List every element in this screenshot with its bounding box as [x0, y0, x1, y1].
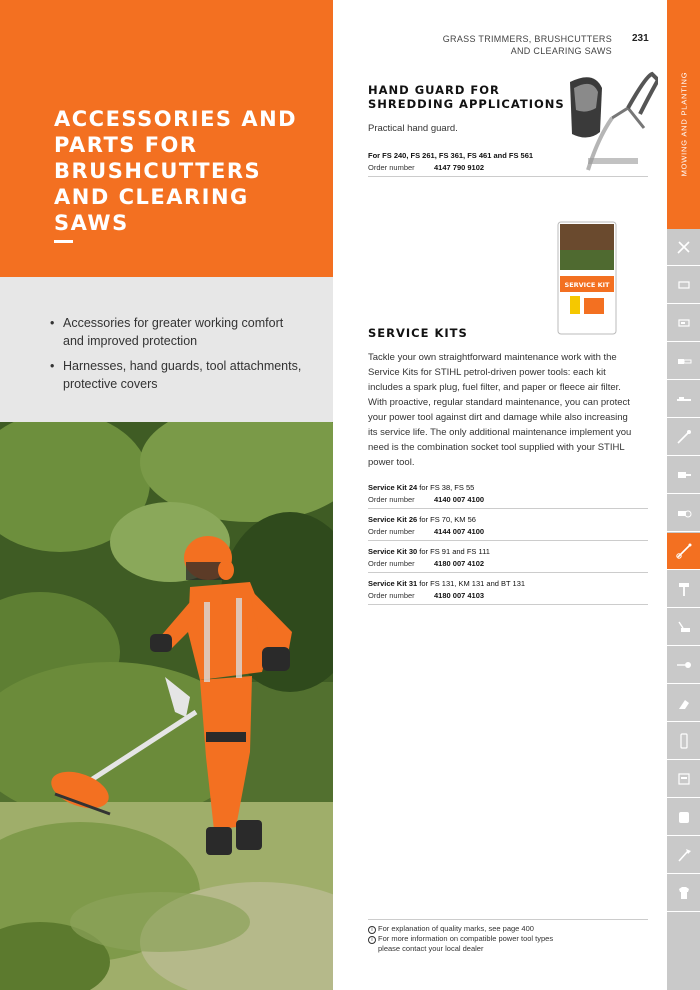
- kit-name: Service Kit 30: [368, 547, 418, 556]
- description-line: Tackle your own straightforward maintenance work with the: [368, 352, 617, 363]
- hedge-trimmer-icon[interactable]: [667, 381, 700, 418]
- category-tabs: [667, 0, 700, 990]
- order-label: Order number: [368, 559, 415, 568]
- bullet-item: • Harnesses, hand guards, tool attachments, protective covers: [50, 357, 303, 393]
- footnote-text: please contact your local dealer: [378, 944, 484, 953]
- tab-category-label: MOWING AND PLANTING: [679, 71, 688, 177]
- order-number: 4180 007 4102: [434, 559, 485, 568]
- hand-guard-models: For FS 240, FS 261, FS 361, FS 461 and FS 561: [368, 151, 534, 160]
- auger-icon[interactable]: [667, 571, 700, 608]
- phone-icon[interactable]: [667, 723, 700, 760]
- kit-name: Service Kit 26: [368, 515, 418, 524]
- order-row: [368, 558, 648, 569]
- brushcutter-worker-photo: [0, 422, 333, 990]
- page-title: ACCESSORIES AND PARTS FOR BRUSHCUTTERS AND CLEARING SAWS: [54, 107, 298, 235]
- hand-guard-title: [368, 83, 565, 111]
- order-label: Order number: [368, 527, 415, 536]
- hero-banner: [0, 0, 333, 277]
- footnote-text: For more information on compatible power tool types: [378, 934, 554, 943]
- description-line: your power tool against dirt and damage while also increasing: [368, 412, 628, 423]
- tools-icon[interactable]: [667, 229, 700, 266]
- service-kit-box-label: SERVICE KIT: [564, 281, 610, 289]
- cut-off-saw-icon[interactable]: [667, 495, 700, 532]
- workwear-icon[interactable]: [667, 875, 700, 912]
- service-kit-item: [368, 514, 648, 541]
- brushcutter-icon[interactable]: [667, 533, 700, 570]
- title-underline: [54, 240, 73, 243]
- description-line: Service Kits for STIHL petrol-driven power tools: each kit: [368, 367, 606, 378]
- kit-compat: for FS 131, KM 131 and BT 131: [417, 579, 526, 588]
- chainsaw-icon[interactable]: [667, 343, 700, 380]
- kit-name: Service Kit 31: [368, 579, 418, 588]
- hand-guard-title-line: SHREDDING APPLICATIONS: [368, 97, 565, 111]
- page-number: 231: [632, 33, 649, 44]
- section-heading-line: AND CLEARING SAWS: [510, 46, 612, 56]
- service-kit-image: [556, 220, 618, 336]
- service-kit-name: [368, 578, 648, 590]
- description-line: its service life. The only additional maintenance implement you: [368, 427, 632, 438]
- battery-pack-icon[interactable]: [667, 305, 700, 342]
- info-circle-icon: i: [368, 926, 376, 934]
- order-row: [368, 590, 648, 601]
- kit-compat: for FS 70, KM 56: [417, 515, 476, 524]
- hand-guard-image: [548, 68, 658, 172]
- lawn-mower-icon[interactable]: [667, 609, 700, 646]
- backpack-icon[interactable]: [667, 799, 700, 836]
- description-line: need is the combination socket tool supplied with your STIHL: [368, 442, 625, 453]
- service-kit-name: [368, 514, 648, 526]
- order-label: Order number: [368, 163, 415, 172]
- kit-compat: for FS 38, FS 55: [417, 483, 475, 492]
- kit-name: Service Kit 24: [368, 483, 418, 492]
- footnote: [368, 934, 648, 944]
- tab-mowing-and-planting[interactable]: [667, 0, 700, 229]
- order-label: Order number: [368, 591, 415, 600]
- bullet-panel: [0, 277, 333, 422]
- section-heading: [443, 33, 612, 57]
- service-kits-title: SERVICE KITS: [368, 326, 468, 340]
- axe-icon[interactable]: [667, 837, 700, 874]
- description-line: With proactive, regular standard maintenance, you can protect: [368, 397, 630, 408]
- footnotes: [368, 919, 648, 954]
- description-line: power tool.: [368, 457, 415, 468]
- description-line: includes a spark plug, fuel filter, and paper or fleece air filter.: [368, 382, 621, 393]
- order-row: [368, 526, 648, 537]
- order-number: 4144 007 4100: [434, 527, 485, 536]
- sprayer-icon[interactable]: [667, 761, 700, 798]
- section-heading-line: GRASS TRIMMERS, BRUSHCUTTERS: [442, 34, 612, 44]
- service-kit-name: [368, 546, 648, 558]
- order-number: 4180 007 4103: [434, 591, 485, 600]
- service-kit-name: [368, 482, 648, 494]
- hand-guard-description: Practical hand guard.: [368, 123, 458, 134]
- info-circle-icon: i: [368, 936, 376, 944]
- order-number: 4140 007 4100: [434, 495, 485, 504]
- pressure-washer-icon[interactable]: [667, 647, 700, 684]
- footnote-text: For explanation of quality marks, see page 400: [378, 924, 534, 933]
- footnote: [368, 924, 648, 934]
- order-row: [368, 494, 648, 505]
- service-kits-description: [368, 350, 658, 470]
- kit-compat: for FS 91 and FS 111: [417, 547, 490, 556]
- hand-guard-title-line: HAND GUARD FOR: [368, 83, 500, 97]
- service-kit-item: [368, 546, 648, 573]
- battery-icon[interactable]: [667, 267, 700, 304]
- bullet-item: • Accessories for greater working comfort and improved protection: [50, 314, 303, 350]
- service-kit-item: [368, 482, 648, 509]
- service-kit-item: [368, 578, 648, 605]
- footnote: [368, 944, 648, 954]
- order-number: 4147 790 9102: [434, 163, 485, 172]
- pole-pruner-icon[interactable]: [667, 419, 700, 456]
- blower-icon[interactable]: [667, 457, 700, 494]
- order-label: Order number: [368, 495, 415, 504]
- cultivator-icon[interactable]: [667, 685, 700, 722]
